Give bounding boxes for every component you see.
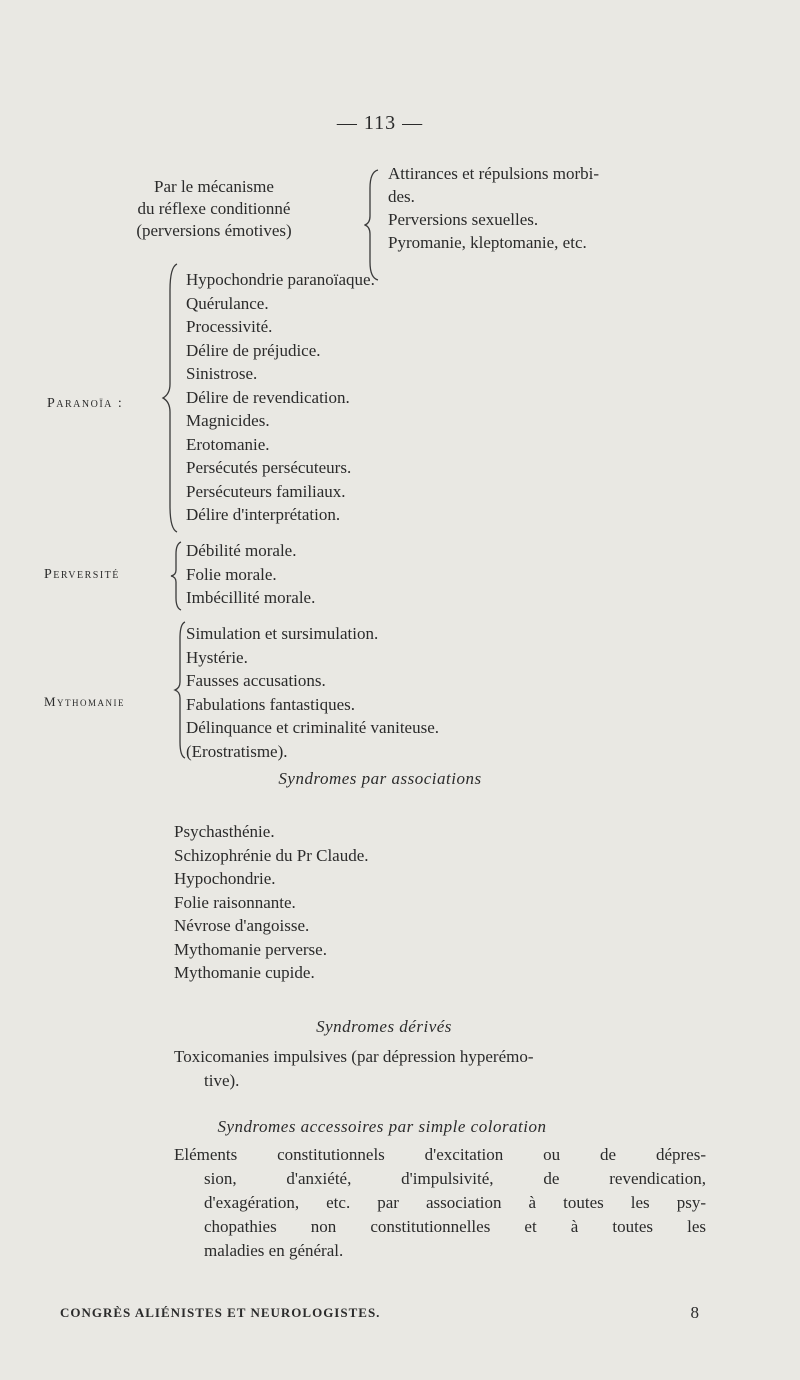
page-number: — 113 — [336, 112, 424, 134]
paragraph-line: d'exagération, etc. par association à toutes les psy- [204, 1193, 706, 1212]
mechanism-item: Perversions sexuelles. [388, 210, 539, 229]
paranoia-label: Paranoïa : [47, 396, 124, 411]
list-item: Fabulations fantastiques. [186, 694, 356, 714]
list-item: Fausses accusations. [186, 671, 326, 690]
list-item: Délire d'interprétation. [186, 505, 341, 524]
footer-signature: CONGRÈS ALIÉNISTES ET NEUROLOGISTES. [60, 1305, 381, 1320]
list-item: Mythomanie perverse. [174, 939, 327, 959]
mechanism-label-line: du réflexe conditionné [137, 199, 291, 218]
list-item: Quérulance. [186, 293, 269, 313]
mechanism-item: Attirances et répulsions morbi- [388, 164, 600, 183]
list-item: Folie morale. [186, 564, 277, 584]
mechanism-label-line: Par le mécanisme [154, 177, 274, 196]
list-item: (Erostratisme). [186, 741, 288, 761]
section-heading-associations: Syndromes par associations [278, 769, 482, 788]
brace-icon [364, 168, 382, 282]
derives-paragraph [174, 1045, 710, 1092]
brace-icon [168, 540, 184, 612]
list-item: Imbécillité morale. [186, 588, 316, 607]
list-item: Simulation et sursimulation. [186, 624, 379, 643]
list-item: Persécutés persécuteurs. [186, 458, 352, 477]
list-item: Psychasthénie. [174, 822, 275, 841]
mechanism-item: Pyromanie, kleptomanie, etc. [388, 233, 587, 252]
list-item: Délire de revendication. [186, 387, 350, 407]
paranoia-items [186, 268, 375, 527]
list-item: Hypochondrie paranoïaque. [186, 270, 375, 289]
paragraph-line: maladies en général. [204, 1241, 344, 1260]
accessoires-paragraph [174, 1143, 706, 1263]
list-item: Mythomanie cupide. [174, 963, 315, 982]
paragraph-line: tive). [204, 1070, 240, 1090]
list-item: Processivité. [186, 317, 273, 336]
list-item: Erotomanie. [186, 434, 270, 454]
list-item: Délinquance et criminalité vaniteuse. [186, 718, 440, 737]
mechanism-label-line: (perversions émotives) [136, 221, 292, 240]
list-item: Délire de préjudice. [186, 340, 321, 360]
mythomanie-label: Mythomanie [44, 694, 126, 709]
list-item: Folie raisonnante. [174, 892, 296, 912]
list-item: Schizophrénie du Pr Claude. [174, 845, 369, 865]
mechanism-item: des. [388, 187, 415, 206]
list-item: Magnicides. [186, 411, 270, 430]
list-item: Hypochondrie. [174, 869, 276, 888]
perversite-items [186, 539, 315, 610]
list-item: Hystérie. [186, 647, 248, 667]
paragraph-line: sion, d'anxiété, d'impulsivité, de revendication, [204, 1169, 706, 1188]
brace-icon [160, 262, 180, 534]
mechanism-label [104, 176, 324, 242]
mechanism-items [388, 162, 718, 254]
list-item: Persécuteurs familiaux. [186, 481, 346, 501]
list-item: Névrose d'angoisse. [174, 916, 310, 935]
section-heading-accessoires: Syndromes accessoires par simple coloration [217, 1117, 547, 1136]
paragraph-line: Toxicomanies impulsives (par dépression hyperémo- [174, 1047, 534, 1066]
associations-list [174, 820, 369, 985]
perversite-label: Perversité [44, 567, 120, 582]
mythomanie-items [186, 622, 439, 763]
section-heading-derives: Syndromes dérivés [316, 1017, 452, 1036]
paragraph-line: Eléments constitutionnels d'excitation ou de dépres- [174, 1145, 706, 1164]
list-item: Sinistrose. [186, 364, 258, 383]
paragraph-line: chopathies non constitutionnelles et à toutes les [204, 1217, 706, 1236]
signature-mark: 8 [690, 1303, 700, 1322]
list-item: Débilité morale. [186, 541, 297, 560]
